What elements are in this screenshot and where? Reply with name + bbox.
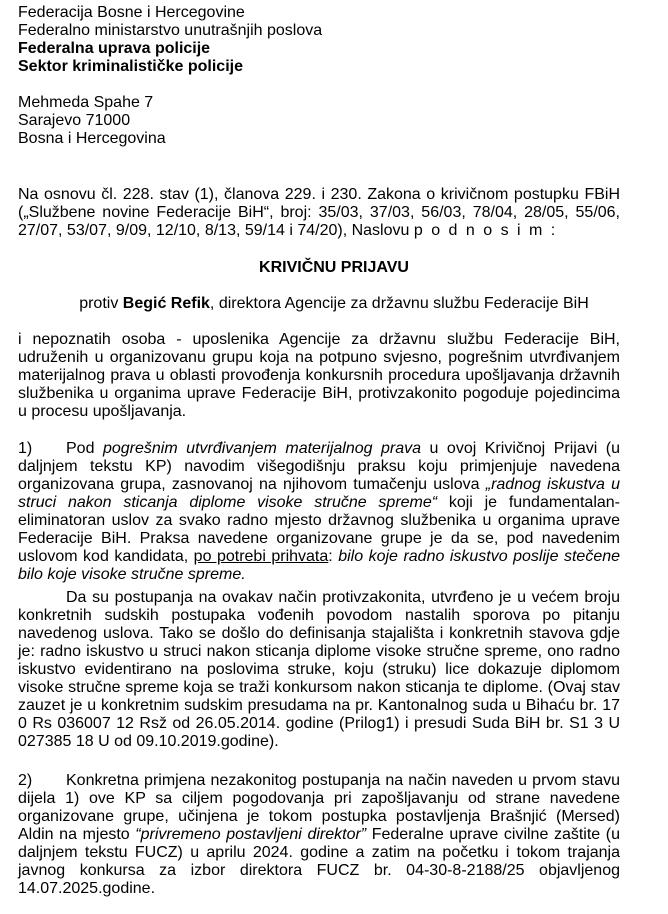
letterhead-ministry: Federalno ministarstvo unutrašnjih poslova xyxy=(18,22,323,39)
point-1-text-d: : xyxy=(328,548,339,565)
address-city: Sarajevo 71000 xyxy=(18,112,131,129)
submit-phrase: p o d n o s i m : xyxy=(413,222,558,239)
legal-basis-text: Na osnovu čl. 228. stav (1), članova 229. i 230. Zakona o krivičnom postupku FBiH („Službene novine Federacije BiH“, broj: 35/03, 37/03, 56/03, 78/04, 28/05, 55/06, 27/07, 53/07, 9/09, 12/10, 8/13, 59/14 i 74/20), Naslovu xyxy=(18,186,620,239)
accused-role: , direktora Agencije za državnu službu Federacije BiH xyxy=(209,295,589,312)
point-2-paragraph xyxy=(18,772,620,898)
address-street: Mehmeda Spahe 7 xyxy=(18,94,154,111)
letterhead-federation: Federacija Bosne i Hercegovine xyxy=(18,4,245,21)
point-1-continuation-paragraph xyxy=(18,589,620,751)
letterhead-police-administration: Federalna uprava policije xyxy=(18,40,211,57)
point-2-number: 2) xyxy=(18,772,33,789)
point-1-text-c: koji je fundamentalan-eliminatoran uslov za svako radno mjesto državnog službenika u organima uprave Federacije BiH. Praksa navedene organizovane grupe je da se, pod navedenim uslovom kod kandidata, xyxy=(18,494,621,565)
unknown-persons-paragraph: i nepoznatih osoba - uposlenika Agencije za državnu službu Federacije BiH, udruženih u organizovanu grupu koja na potpuno svjesno, pogrešnim utvrđivanjem materijalnog prava u oblasti provođenja konkursnih procedura upošljavanja državnih službenika u organima uprave Federacije BiH, protivzakonito pogoduje pojedincima u procesu upošljavanja. xyxy=(18,331,620,420)
letterhead-criminal-police-sector: Sektor kriminalističke policije xyxy=(18,58,243,75)
point-2-italic: “privremeno postavljeni direktor” xyxy=(135,826,367,843)
recipient-address xyxy=(18,94,166,148)
accused-prefix: protiv xyxy=(79,295,119,312)
point-1-italic-c: bilo koje radno iskustvo poslije stečene bilo koje visoke stručne spreme. xyxy=(18,548,621,583)
point-1-italic-a: pogrešnim utvrđivanjem materijalnog prava xyxy=(102,440,422,457)
point-1-italic-b: „radnog iskustva u struci nakon sticanja diplome visoke stručne spreme“ xyxy=(18,476,620,511)
document-title: KRIVIČNU PRIJAVU xyxy=(259,259,409,276)
accused-name: Begić Refik xyxy=(122,295,210,312)
accused-line xyxy=(0,295,668,313)
point-1-number: 1) xyxy=(18,440,33,457)
point-1-text-a: Pod xyxy=(66,440,103,457)
point-1-text-b: u ovoj Krivičnoj Prijavi (u daljnjem tekstu KP) navodim višegodišnju praksu koju primjenjuje navedena organizovana grupa, zasnovanoj na njihovom tumačenju uslova xyxy=(18,440,620,493)
point-2-text-b: Federalne uprave civilne zaštite (u daljnjem tekstu FUCZ) u aprilu 2024. godine a zatim na početku i tokom trajanja javnog konkursa za izbor direktora FUCZ br. 04-30-8-2188/25 objavljenog 14.07.2025.godine. xyxy=(18,826,621,897)
letterhead xyxy=(18,4,322,76)
address-country: Bosna i Hercegovina xyxy=(18,130,166,147)
point-2-text-a: Konkretna primjena nezakonitog postupanja na način naveden u prvom stavu dijela 1) ove KP sa ciljem pogodovanja pri zapošljavanju od strane navedene organizovane grupe, učinjena je tokom postupka postavljenja Brašnjić (Mersed) Aldin na mjesto xyxy=(18,772,620,843)
point-1-continuation-text: Da su postupanja na ovakav način protivzakonita, utvrđeno je u većem broju konkretnih sudskih postupaka vođenih povodom nastalih sporova po pitanju navedenog uslova. Tako se došlo do definisanja stajališta i konkretnih stavova gdje je: radno iskustvo u struci nakon sticanja diplome visoke stručne spreme, ono radno iskustvo evidentirano na poslovima struke, koju (struku) lice dokazuje diplomom visoke stručne spreme koja se traži konkursom nakon sticanja te diplome. (Ovaj stav zauzet je u konkretnim sudskim presudama na pr. Kantonalnog suda u Bihaću br. 17 0 Rs 036007 12 Rsž od 26.05.2014. godine (Prilog1) i presudi Suda BiH br. S1 3 U 027385 18 U od 09.10.2019.godine). xyxy=(18,589,620,750)
point-1-underlined: po potrebi prihvata xyxy=(193,548,329,565)
point-1-paragraph xyxy=(18,440,620,584)
legal-basis-paragraph xyxy=(18,186,620,240)
